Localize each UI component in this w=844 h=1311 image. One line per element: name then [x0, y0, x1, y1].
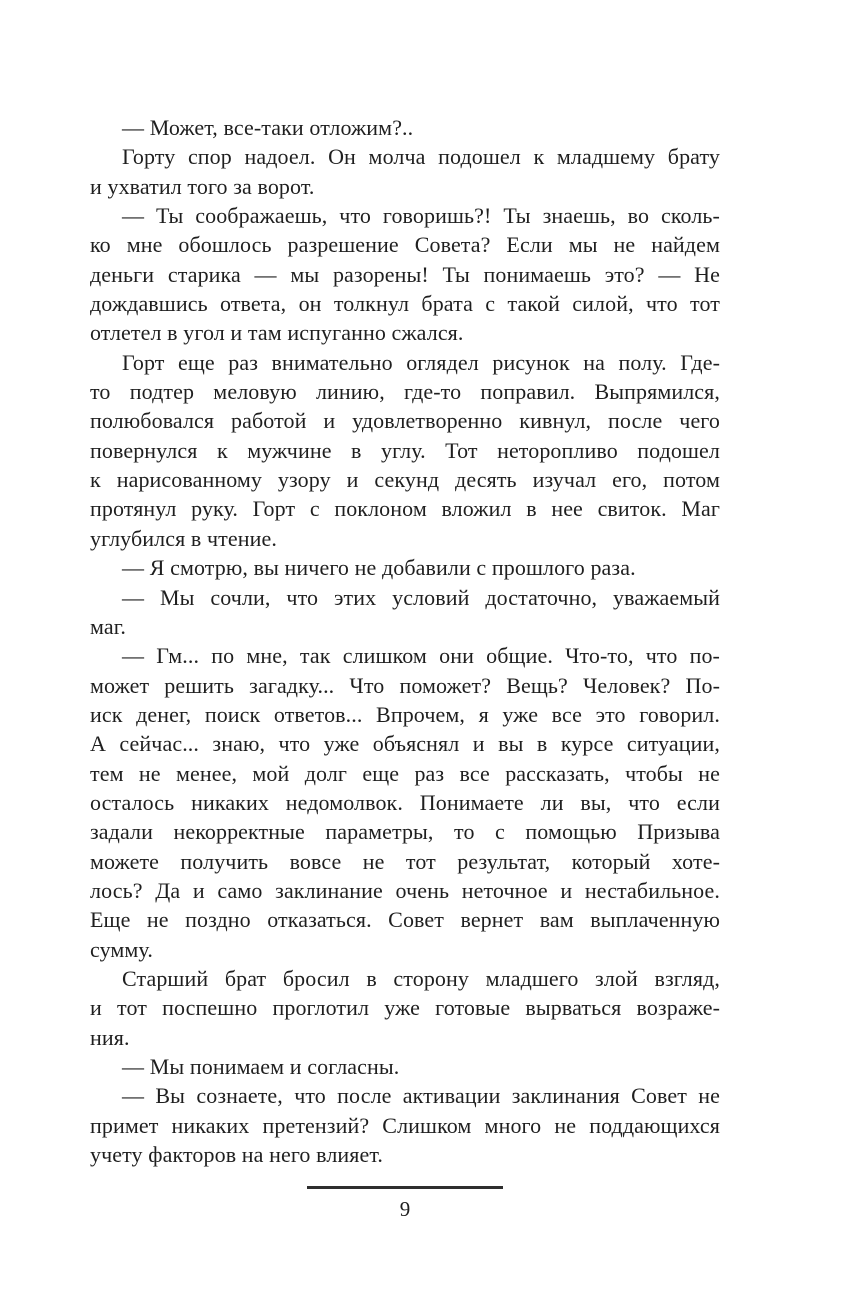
text-line: учету факторов на него влияет.: [90, 1142, 384, 1168]
page-number: 9: [399, 1197, 411, 1221]
text-line: к нарисованному узору и секунд десять изучал его, потом: [90, 467, 720, 493]
text-line: Старший брат бросил в сторону младшего злой взгляд,: [122, 965, 720, 991]
text-line: Горт еще раз внимательно оглядел рисунок на полу. Где-: [122, 349, 720, 375]
text-line: протянул руку. Горт с поклоном вложил в нее свиток. Маг: [90, 496, 720, 522]
text-line: — Мы понимаем и согласны.: [122, 1054, 400, 1079]
text-line: иск денег, поиск ответов... Впрочем, я уже все это говорил.: [90, 701, 720, 727]
text-line: и тот поспешно проглотил уже готовые вырваться возраже-: [90, 995, 720, 1021]
paragraph: [90, 201, 720, 348]
text-line: сумму.: [90, 936, 153, 962]
page-text-block: [90, 113, 720, 1169]
text-line: может решить загадку... Что поможет? Вещь? Человек? По-: [90, 672, 720, 698]
text-line: тем не менее, мой долг еще раз все рассказать, чтобы не: [90, 760, 720, 786]
text-line: и ухватил того за ворот.: [90, 173, 315, 199]
text-line: Еще не поздно отказаться. Совет вернет вам выплаченную: [90, 907, 720, 933]
text-line: — Гм... по мне, так слишком они общие. Что-то, что по-: [122, 643, 720, 669]
paragraph: [90, 1081, 720, 1169]
text-line: — Вы сознаете, что после активации заклинания Совет не: [122, 1083, 720, 1109]
text-line: — Ты соображаешь, что говоришь?! Ты знаешь, во сколь-: [122, 203, 720, 229]
paragraph: [90, 641, 720, 964]
text-line: деньги старика — мы разорены! Ты понимаешь это? — Не: [90, 261, 720, 287]
text-line: лось? Да и само заклинание очень неточное и нестабильное.: [90, 877, 720, 903]
text-line: то подтер меловую линию, где-то поправил. Выпрямился,: [90, 379, 720, 405]
paragraph: [90, 583, 720, 642]
text-line: осталось никаких недомолвок. Понимаете ли вы, что если: [90, 789, 720, 815]
text-line: — Может, все-таки отложим?..: [122, 115, 414, 140]
text-line: дождавшись ответа, он толкнул брата с такой силой, что тот: [90, 291, 720, 317]
paragraph: [90, 142, 720, 201]
text-line: А сейчас... знаю, что уже объяснял и вы в курсе ситуации,: [90, 731, 720, 757]
text-line: — Мы сочли, что этих условий достаточно, уважаемый: [122, 584, 720, 610]
text-line: примет никаких претензий? Слишком много не поддающихся: [90, 1112, 720, 1138]
paragraph: [90, 113, 720, 142]
paragraph: [90, 964, 720, 1052]
paragraph: [90, 348, 720, 553]
text-line: углубился в чтение.: [90, 525, 277, 551]
text-line: повернулся к мужчине в углу. Тот неторопливо подошел: [90, 437, 720, 463]
text-line: можете получить вовсе не тот результат, который хоте-: [90, 848, 720, 874]
text-line: полюбовался работой и удовлетворенно кивнул, после чего: [90, 408, 720, 434]
footer-divider: [307, 1186, 503, 1189]
text-line: ко мне обошлось разрешение Совета? Если мы не найдем: [90, 232, 720, 258]
text-line: Горту спор надоел. Он молча подошел к младшему брату: [122, 144, 720, 170]
text-line: задали некорректные параметры, то с помощью Призыва: [90, 819, 720, 845]
text-line: отлетел в угол и там испуганно сжался.: [90, 320, 464, 346]
text-line: — Я смотрю, вы ничего не добавили с прошлого раза.: [122, 555, 636, 581]
text-line: ния.: [90, 1024, 130, 1050]
text-line: маг.: [90, 613, 126, 639]
paragraph: [90, 553, 720, 582]
page-footer: [90, 1186, 720, 1220]
paragraph: [90, 1052, 720, 1081]
